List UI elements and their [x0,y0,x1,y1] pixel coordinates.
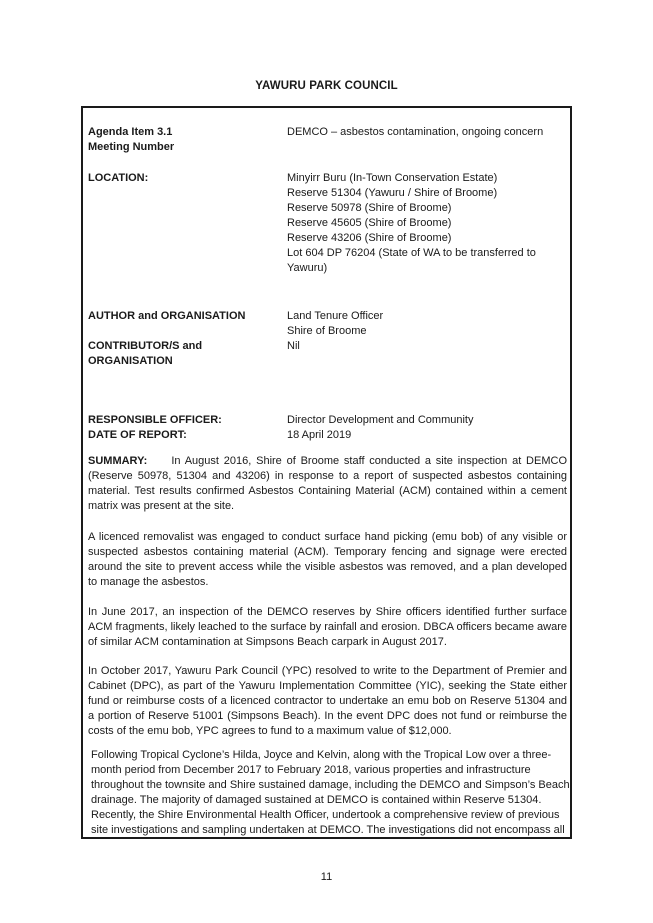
body-paragraph-3: In June 2017, an inspection of the DEMCO reserves by Shire officers identified further surface ACM fragments, likely leached to the surface by rainfall and erosion. DBCA officers became aware of similar ACM contamination at Simpsons Beach carpark in August 2017. [88,606,567,648]
location-line: Reserve 50978 (Shire of Broome) [287,202,452,214]
location-line: Reserve 43206 (Shire of Broome) [287,232,452,244]
location-line: Reserve 45605 (Shire of Broome) [287,217,452,229]
location-label: LOCATION: [88,172,149,184]
meeting-number-label: Meeting Number [88,141,175,153]
summary-paragraph [88,454,567,514]
agenda-item-label [88,125,278,155]
summary-label: SUMMARY: [88,455,148,467]
agenda-item-frame [81,106,572,839]
date-label: DATE OF REPORT: [88,429,187,441]
author-value [287,309,562,339]
location-value [287,171,562,276]
agenda-item-value: DEMCO – asbestos contamination, ongoing concern [287,126,544,138]
agenda-item-label-text: Agenda Item 3.1 [88,126,173,138]
body-paragraph-4: In October 2017, Yawuru Park Council (YPC) resolved to write to the Department of Premier and Cabinet (DPC), as part of the Yawuru Implementation Committee (YIC), seeking the State either fund or reimburse costs of a licenced contractor to undertake an emu bob on Reserve 51304 and a portion of Reserve 51001 (Simpsons Beach). In the event DPC does not fund or reimburse the costs of the emu bob, YPC agrees to fund to a maximum value of $12,000. [88,665,567,737]
page-number: 11 [320,871,333,883]
location-line: Minyirr Buru (In-Town Conservation Estate) [287,172,498,184]
location-line: Reserve 51304 (Yawuru / Shire of Broome) [287,187,498,199]
location-line: Lot 604 DP 76204 (State of WA to be transferred to Yawuru) [287,247,536,274]
contributor-label: CONTRIBUTOR/S and ORGANISATION [88,340,203,367]
author-line: Land Tenure Officer [287,310,384,322]
responsible-officer-value: Director Development and Community [287,414,474,426]
author-line: Shire of Broome [287,325,367,337]
responsible-officer-label: RESPONSIBLE OFFICER: [88,414,222,426]
contributor-value: Nil [287,340,300,352]
date-value: 18 April 2019 [287,429,352,441]
summary-text: In August 2016, Shire of Broome staff conducted a site inspection at DEMCO (Reserve 50978, 51304 and 43206) in response to a report of suspected asbestos containing material. Test results confirmed Asbestos Containing Material (ACM) contained within a cement matrix was present at the site. [88,455,568,512]
author-label: AUTHOR and ORGANISATION [88,310,246,322]
body-paragraph-2: A licenced removalist was engaged to conduct surface hand picking (emu bob) of any visible or suspected asbestos containing material (ACM). Temporary fencing and signage were erected around the site to prevent access while the visible asbestos was removed, and a plan developed to manage the asbestos. [88,531,567,588]
council-title: YAWURU PARK COUNCIL [255,80,398,92]
body-paragraph-5: Following Tropical Cyclone’s Hilda, Joyce and Kelvin, along with the Tropical Low over a three-month period from December 2017 to February 2018, various properties and infrastructure throughout the townsite and Shire sustained damage, including the DEMCO and Simpson’s Beach drainage. The majority of damaged sustained at DEMCO is contained within Reserve 51304. Recently, the Shire Environmental Health Officer, undertook a comprehensive review of previous site investigations and sampling undertaken at DEMCO. The investigations did not encompass all [91,749,570,836]
